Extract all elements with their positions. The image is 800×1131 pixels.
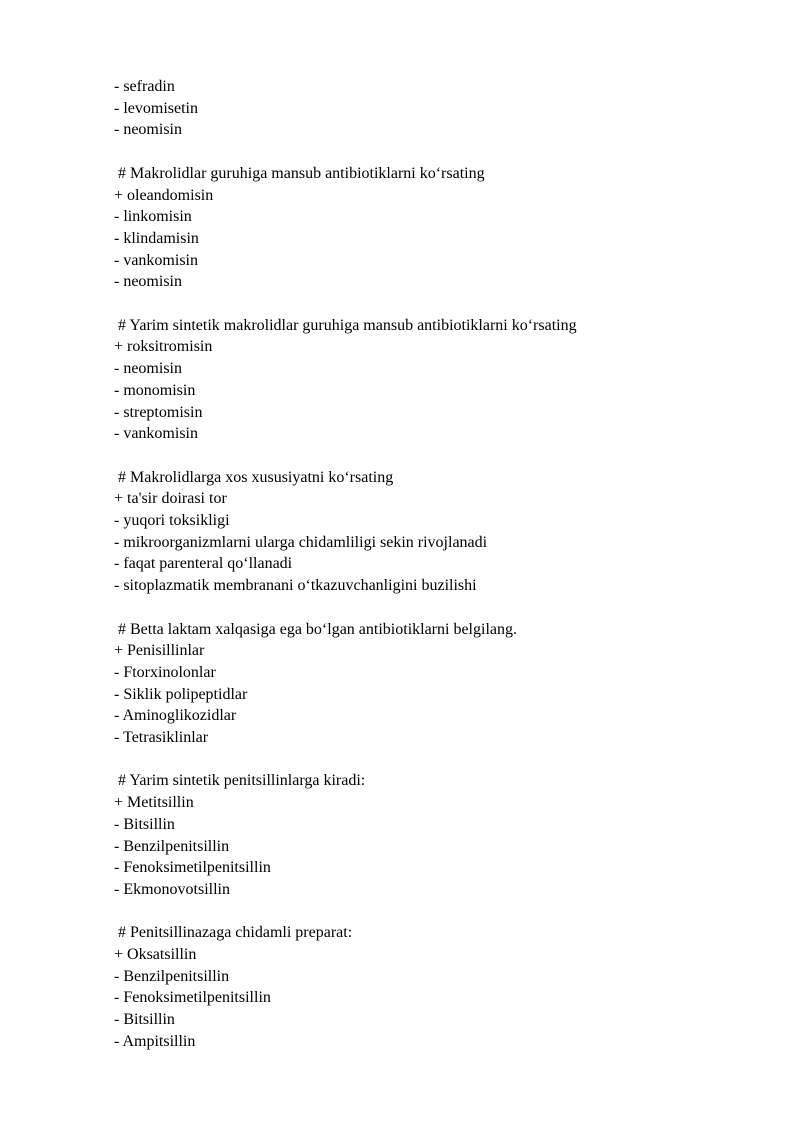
answer-option: - faqat parenteral qo‘llanadi bbox=[114, 555, 293, 573]
answer-option: - Benzilpenitsillin bbox=[114, 967, 230, 985]
question-text: # Makrolidlarga xos xususiyatni ko‘rsating bbox=[118, 468, 394, 486]
question-text: # Yarim sintetik makrolidlar guruhiga mansub antibiotiklarni ko‘rsating bbox=[118, 316, 577, 334]
answer-option: - monomisin bbox=[114, 381, 196, 399]
question-block bbox=[114, 619, 754, 749]
answer-option: - Fenoksimetilpenitsillin bbox=[114, 989, 271, 1007]
answer-option: - neomisin bbox=[114, 121, 182, 139]
answer-option: - vankomisin bbox=[114, 425, 198, 443]
answer-option: - sefradin bbox=[114, 78, 175, 95]
question-text: # Betta laktam xalqasiga ega bo‘lgan antibiotiklarni belgilang. bbox=[118, 620, 517, 638]
answer-option: - Bitsillin bbox=[114, 815, 175, 833]
question-text: # Penitsillinazaga chidamli preparat: bbox=[118, 924, 353, 942]
answer-option: - Ftorxinolonlar bbox=[114, 663, 216, 681]
answer-option: - Fenoksimetilpenitsillin bbox=[114, 859, 271, 877]
answer-option-correct: + oleandomisin bbox=[114, 186, 214, 204]
answer-option-correct: + Penisillinlar bbox=[114, 642, 205, 660]
answer-option: - Benzilpenitsillin bbox=[114, 837, 230, 855]
answer-option: - Tetrasiklinlar bbox=[114, 729, 209, 747]
answer-option-correct: + ta'sir doirasi tor bbox=[114, 490, 227, 508]
answer-option: - vankomisin bbox=[114, 251, 198, 269]
answer-option: - Siklik polipeptidlar bbox=[114, 685, 248, 703]
answer-option-correct: + Oksatsillin bbox=[114, 946, 197, 964]
answer-option: - klindamisin bbox=[114, 229, 199, 247]
answer-option-correct: + Metitsillin bbox=[114, 794, 194, 812]
answer-option: - neomisin bbox=[114, 273, 182, 291]
answer-option: - sitoplazmatik membranani o‘tkazuvchanligini buzilishi bbox=[114, 577, 477, 595]
answer-option: - Ampitsillin bbox=[114, 1032, 196, 1050]
answer-option: - neomisin bbox=[114, 360, 182, 378]
question-block bbox=[114, 770, 754, 900]
answer-option: - mikroorganizmlarni ularga chidamliligi sekin rivojlanadi bbox=[114, 533, 488, 551]
question-text: # Yarim sintetik penitsillinlarga kiradi: bbox=[118, 772, 366, 790]
question-block bbox=[114, 163, 754, 293]
question-block bbox=[114, 467, 754, 597]
answer-option: - yuqori toksikligi bbox=[114, 512, 230, 530]
answer-option: - levomisetin bbox=[114, 99, 198, 117]
question-text: # Makrolidlar guruhiga mansub antibiotiklarni ko‘rsating bbox=[118, 164, 485, 182]
answer-option-correct: + roksitromisin bbox=[114, 338, 213, 356]
answer-option: - Ekmonovotsillin bbox=[114, 880, 230, 898]
answer-option: - streptomisin bbox=[114, 403, 203, 421]
answer-option: - linkomisin bbox=[114, 208, 192, 226]
answer-option: - Bitsillin bbox=[114, 1011, 175, 1029]
document-page bbox=[114, 76, 754, 1053]
question-block-continuation bbox=[114, 76, 754, 141]
question-block bbox=[114, 922, 754, 1052]
question-block bbox=[114, 315, 754, 445]
answer-option: - Aminoglikozidlar bbox=[114, 707, 237, 725]
